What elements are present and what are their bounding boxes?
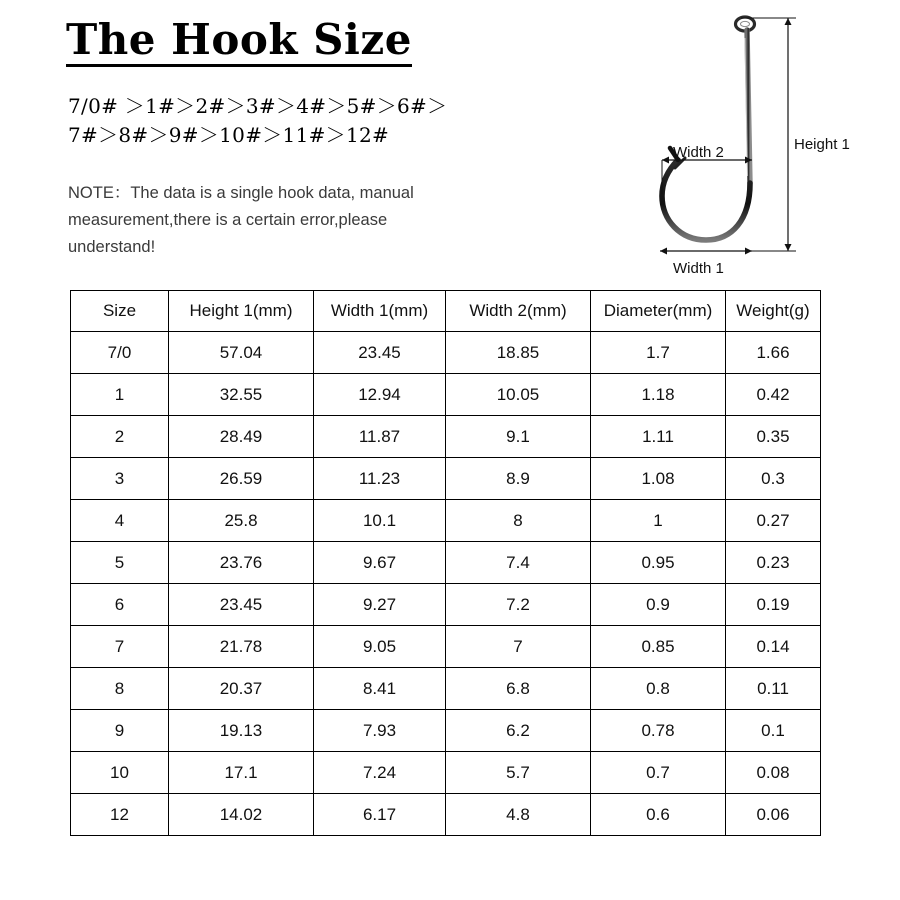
note-label: NOTE： xyxy=(68,184,131,202)
hook-size-table xyxy=(70,290,821,836)
cell-diameter: 1.08 xyxy=(591,458,726,500)
cell-width2: 10.05 xyxy=(446,374,591,416)
cell-width1: 8.41 xyxy=(314,668,446,710)
cell-weight: 0.23 xyxy=(726,542,821,584)
column-header-weight: Weight(g) xyxy=(726,291,821,332)
cell-size: 10 xyxy=(71,752,169,794)
note-text: The data is a single hook data, manual measurement,there is a certain error,please understand! xyxy=(68,184,414,257)
cell-diameter: 1.11 xyxy=(591,416,726,458)
cell-height1: 25.8 xyxy=(169,500,314,542)
cell-width1: 9.05 xyxy=(314,626,446,668)
cell-weight: 0.1 xyxy=(726,710,821,752)
cell-width2: 8 xyxy=(446,500,591,542)
cell-height1: 26.59 xyxy=(169,458,314,500)
table-row xyxy=(71,500,821,542)
hook-diagram xyxy=(600,8,890,288)
table-row xyxy=(71,584,821,626)
cell-size: 5 xyxy=(71,542,169,584)
table-row xyxy=(71,458,821,500)
width2-dimension-label: Width 2 xyxy=(673,144,724,161)
cell-diameter: 1 xyxy=(591,500,726,542)
cell-size: 4 xyxy=(71,500,169,542)
cell-weight: 0.06 xyxy=(726,794,821,836)
cell-size: 9 xyxy=(71,710,169,752)
cell-diameter: 0.85 xyxy=(591,626,726,668)
cell-width2: 7.4 xyxy=(446,542,591,584)
cell-width2: 6.2 xyxy=(446,710,591,752)
cell-weight: 0.11 xyxy=(726,668,821,710)
cell-width2: 18.85 xyxy=(446,332,591,374)
cell-width2: 7 xyxy=(446,626,591,668)
cell-diameter: 0.6 xyxy=(591,794,726,836)
size-order-line-2: 7#＞8#＞9#＞10#＞11#＞12# xyxy=(68,123,390,147)
column-header-width1: Width 1(mm) xyxy=(314,291,446,332)
column-header-width2: Width 2(mm) xyxy=(446,291,591,332)
cell-weight: 0.42 xyxy=(726,374,821,416)
cell-height1: 28.49 xyxy=(169,416,314,458)
cell-height1: 23.76 xyxy=(169,542,314,584)
cell-size: 2 xyxy=(71,416,169,458)
cell-height1: 14.02 xyxy=(169,794,314,836)
cell-height1: 20.37 xyxy=(169,668,314,710)
cell-height1: 32.55 xyxy=(169,374,314,416)
cell-size: 7/0 xyxy=(71,332,169,374)
cell-diameter: 1.18 xyxy=(591,374,726,416)
cell-width1: 11.87 xyxy=(314,416,446,458)
cell-weight: 0.14 xyxy=(726,626,821,668)
cell-size: 12 xyxy=(71,794,169,836)
column-header-size: Size xyxy=(71,291,169,332)
cell-size: 7 xyxy=(71,626,169,668)
table-row xyxy=(71,626,821,668)
cell-diameter: 0.7 xyxy=(591,752,726,794)
column-header-diameter: Diameter(mm) xyxy=(591,291,726,332)
cell-width1: 7.24 xyxy=(314,752,446,794)
cell-width1: 23.45 xyxy=(314,332,446,374)
cell-width2: 9.1 xyxy=(446,416,591,458)
cell-height1: 23.45 xyxy=(169,584,314,626)
cell-weight: 0.35 xyxy=(726,416,821,458)
cell-size: 3 xyxy=(71,458,169,500)
size-order-line-1: 7/0# ＞1#＞2#＞3#＞4#＞5#＞6#＞ xyxy=(68,94,448,118)
cell-width1: 6.17 xyxy=(314,794,446,836)
cell-size: 8 xyxy=(71,668,169,710)
column-header-height1: Height 1(mm) xyxy=(169,291,314,332)
cell-height1: 21.78 xyxy=(169,626,314,668)
table-row xyxy=(71,374,821,416)
cell-weight: 1.66 xyxy=(726,332,821,374)
height1-dimension-label: Height 1 xyxy=(794,136,850,153)
table-row xyxy=(71,668,821,710)
hook-size-table-wrapper xyxy=(70,290,810,836)
cell-width1: 7.93 xyxy=(314,710,446,752)
cell-width1: 9.27 xyxy=(314,584,446,626)
size-order-list xyxy=(68,92,447,150)
cell-diameter: 1.7 xyxy=(591,332,726,374)
cell-width1: 10.1 xyxy=(314,500,446,542)
cell-width2: 7.2 xyxy=(446,584,591,626)
cell-diameter: 0.78 xyxy=(591,710,726,752)
width1-dimension-label: Width 1 xyxy=(673,260,724,277)
note-block xyxy=(68,180,428,262)
cell-weight: 0.08 xyxy=(726,752,821,794)
page-title: The Hook Size xyxy=(66,18,412,67)
cell-weight: 0.27 xyxy=(726,500,821,542)
table-row xyxy=(71,416,821,458)
cell-size: 1 xyxy=(71,374,169,416)
cell-diameter: 0.8 xyxy=(591,668,726,710)
cell-width2: 6.8 xyxy=(446,668,591,710)
table-row xyxy=(71,710,821,752)
cell-height1: 57.04 xyxy=(169,332,314,374)
cell-weight: 0.19 xyxy=(726,584,821,626)
cell-height1: 17.1 xyxy=(169,752,314,794)
cell-width1: 12.94 xyxy=(314,374,446,416)
cell-size: 6 xyxy=(71,584,169,626)
table-row xyxy=(71,542,821,584)
cell-width1: 9.67 xyxy=(314,542,446,584)
table-row xyxy=(71,794,821,836)
cell-weight: 0.3 xyxy=(726,458,821,500)
table-header-row xyxy=(71,291,821,332)
cell-width2: 5.7 xyxy=(446,752,591,794)
cell-width2: 8.9 xyxy=(446,458,591,500)
table-row xyxy=(71,752,821,794)
table-row xyxy=(71,332,821,374)
cell-diameter: 0.9 xyxy=(591,584,726,626)
cell-width2: 4.8 xyxy=(446,794,591,836)
cell-width1: 11.23 xyxy=(314,458,446,500)
cell-height1: 19.13 xyxy=(169,710,314,752)
cell-diameter: 0.95 xyxy=(591,542,726,584)
